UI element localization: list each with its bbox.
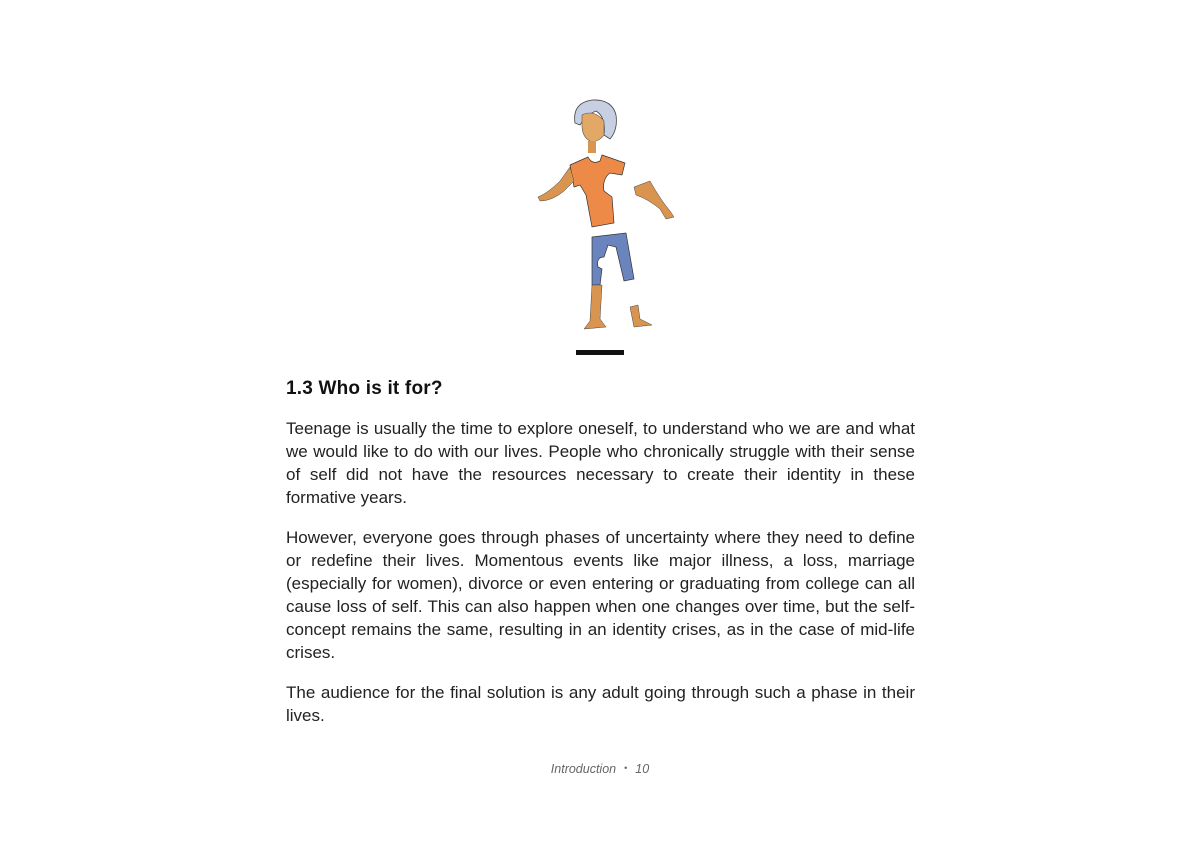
pants-shape	[592, 233, 634, 285]
puzzle-person-illustration	[530, 95, 680, 335]
page-footer	[0, 762, 1200, 776]
shirt-shape	[570, 155, 625, 227]
neck-shape	[588, 141, 596, 153]
section-content	[286, 378, 915, 744]
left-leg-shape	[584, 285, 606, 329]
paragraph-1: Teenage is usually the time to explore oneself, to understand who we are and what we would like to do with our lives. People who chronically struggle with their sense of self did not have the resources necessary to create their identity in these formative years.	[286, 419, 915, 507]
paragraph-3: The audience for the final solution is any adult going through such a phase in their lives.	[286, 683, 915, 725]
person-figure-icon	[530, 95, 680, 335]
section-heading: 1.3 Who is it for?	[286, 378, 443, 399]
paragraph-2: However, everyone goes through phases of uncertainty where they need to define or redefine their lives. Momentous events like major illness, a loss, marriage (especially for women), divorce or even entering or graduating from college can all cause loss of self. This can also happen when one changes over time, but the self-concept remains the same, resulting in an identity crises, as in the case of mid-life crises.	[286, 528, 915, 662]
page-number: 10	[635, 762, 650, 776]
face-shape	[582, 113, 604, 141]
left-arm-shape	[538, 167, 574, 201]
footer-chapter: Introduction	[550, 762, 617, 776]
footer-separator: •	[624, 763, 628, 773]
right-foot-shape	[630, 305, 652, 327]
section-divider	[576, 350, 624, 355]
right-arm-shape	[634, 181, 674, 219]
